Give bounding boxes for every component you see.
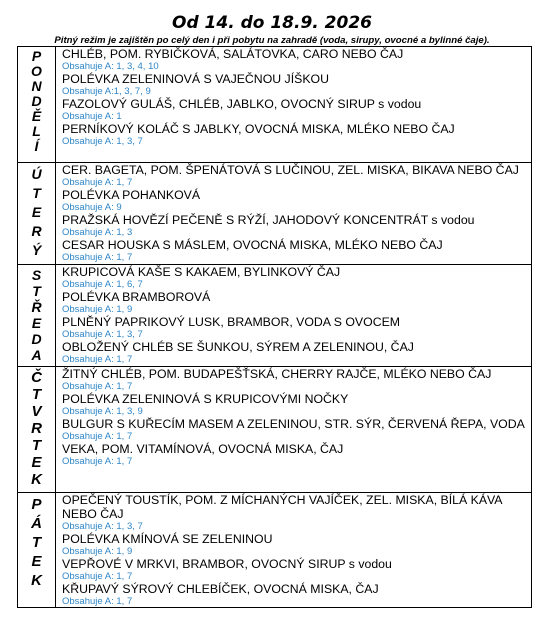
meal-item [62, 97, 527, 111]
day-name-letter: R [31, 420, 42, 437]
meal-name: FAZOLOVÝ GULÁŠ, CHLÉB, JABLKO, OVOCNÝ SIRUP [62, 97, 375, 111]
allergen-note: Obsahuje A: 1, 3, 4, 10 [62, 61, 159, 72]
allergen-note: Obsahuje A: 1, 6, 7 [62, 279, 143, 290]
page-title: Od 14. do 18.9. 2026 [172, 13, 372, 33]
allergen-note: Obsahuje A: 1, 3, 7 [62, 329, 143, 340]
meal-name: POLÉVKA BRAMBOROVÁ [62, 290, 211, 304]
day-name-column [18, 47, 56, 162]
meal-name: KRUPICOVÁ KAŠE S KAKAEM, BYLINKOVÝ ČAJ [62, 265, 341, 279]
allergen-note: Obsahuje A: 1, 7 [62, 571, 133, 582]
meal-item [62, 367, 527, 381]
day-row-thursday [18, 366, 531, 492]
meal-drink-note: s vodou [428, 213, 475, 227]
day-row-tuesday [18, 162, 531, 264]
allergen-note: Obsahuje A: 1, 9 [62, 546, 133, 557]
meal-item [62, 290, 527, 304]
day-name-letter: D [31, 93, 42, 109]
meal-name: CER. BAGETA, POM. ŠPENÁTOVÁ S LUČINOU, ZEL. MISKA, BIKAVA NEBO ČAJ [62, 163, 519, 177]
day-name-letter: T [32, 185, 41, 201]
day-name-letter: Á [31, 515, 42, 532]
meal-drink-note: s vodou [345, 557, 392, 571]
meal-name: OPEČENÝ TOUSTÍK, POM. Z MÍCHANÝCH VAJÍČEK, ZEL. MISKA, BÍLÁ KÁVA NEBO ČAJ [62, 493, 502, 521]
meal-name: BULGUR S KUŘECÍM MASEM A ZELENINOU, STR. SÝR, ČERVENÁ ŘEPA, VODA [62, 417, 525, 431]
allergen-note: Obsahuje A: 1, 7 [62, 177, 133, 188]
day-row-wednesday [18, 264, 531, 366]
day-name-letter: T [31, 534, 42, 551]
day-name-letter: V [31, 403, 42, 420]
allergen-note: Obsahuje A: 1, 7 [62, 431, 133, 442]
meal-item [62, 493, 527, 521]
day-name-letter: D [31, 331, 42, 347]
day-name-letter: Ě [31, 108, 42, 124]
day-name-letter: Í [34, 138, 39, 154]
day-name-letter: P [31, 48, 42, 64]
meal-name: VEKA, POM. VITAMÍNOVÁ, OVOCNÁ MISKA, ČAJ [62, 442, 344, 456]
meal-name: POLÉVKA ZELENINOVÁ S KRUPICOVÝMI NOČKY [62, 392, 349, 406]
day-name-letter: K [31, 471, 42, 488]
day-name-letter: A [31, 347, 42, 363]
day-name-column [18, 163, 56, 264]
day-name-letter: E [31, 315, 42, 331]
day-name-letter: R [31, 223, 42, 239]
meal-item [62, 47, 527, 61]
meal-item [62, 188, 527, 202]
weekly-menu-table [17, 46, 532, 608]
allergen-note: Obsahuje A: 1, 3 [62, 227, 133, 238]
meal-item [62, 340, 527, 354]
meal-name: CESAR HOUSKA S MÁSLEM, OVOCNÁ MISKA, MLÉKO NEBO ČAJ [62, 238, 443, 252]
allergen-note: Obsahuje A: 1, 9 [62, 304, 133, 315]
meal-name: POLÉVKA KMÍNOVÁ SE ZELENINOU [62, 532, 273, 546]
day-meals [62, 163, 527, 263]
day-name-letter: N [31, 78, 42, 94]
day-row-friday [18, 492, 531, 608]
day-name-letter: Ř [31, 299, 42, 315]
meal-name: POLÉVKA ZELENINOVÁ S VAJEČNOU JÍŠKOU [62, 72, 329, 86]
meal-name: PRAŽSKÁ HOVĚZÍ PEČENĚ S RÝŽÍ, JAHODOVÝ KONCENTRÁT [62, 213, 429, 227]
day-name-letter: O [31, 63, 42, 79]
meal-item [62, 213, 527, 227]
meal-name: KŘUPAVÝ SÝROVÝ CHLEBÍČEK, OVOCNÁ MISKA, ČAJ [62, 582, 379, 596]
day-meals [62, 265, 527, 365]
day-name-letter: Ú [31, 166, 42, 182]
allergen-note: Obsahuje A:1, 3, 7, 9 [62, 86, 151, 97]
day-name-letter: T [31, 386, 42, 403]
day-name-column [18, 265, 56, 366]
allergen-note: Obsahuje A: 1, 7 [62, 381, 133, 392]
day-name-letter: S [31, 267, 42, 283]
meal-name: OBLOŽENÝ CHLÉB SE ŠUNKOU, SÝREM A ZELENINOU, ČAJ [62, 340, 414, 354]
day-name-letter: K [31, 572, 42, 589]
allergen-note: Obsahuje A: 1, 7 [62, 596, 133, 607]
meal-name: VEPŘOVÉ V MRKVI, BRAMBOR, OVOCNÝ SIRUP [62, 557, 346, 571]
day-name-letter: E [31, 204, 42, 220]
meal-item [62, 315, 527, 329]
day-meals [62, 367, 527, 467]
page-subtitle: Pitný režim je zajištěn po celý den i při pobytu na zahradě (voda, sirupy, ovocné a bylinné čaje). [54, 35, 490, 46]
day-name-letter: L [32, 123, 41, 139]
day-meals [62, 47, 527, 147]
day-name-letter: T [31, 437, 42, 454]
day-name-letter: T [32, 283, 41, 299]
allergen-note: Obsahuje A: 1, 3, 7 [62, 521, 143, 532]
day-name-letter: Ý [31, 242, 42, 258]
allergen-note: Obsahuje A: 1, 3, 7 [62, 136, 143, 147]
meal-item [62, 392, 527, 406]
meal-drink-note: s vodou [374, 97, 422, 111]
allergen-note: Obsahuje A: 1, 7 [62, 456, 133, 467]
meal-name: CHLÉB, POM. RYBIČKOVÁ, SALÁTOVKA, CARO NEBO ČAJ [62, 47, 404, 61]
meal-name: POLÉVKA POHANKOVÁ [62, 188, 201, 202]
day-row-monday [18, 47, 531, 162]
day-meals [62, 493, 527, 607]
day-name-letter: E [31, 454, 42, 471]
allergen-note: Obsahuje A: 9 [62, 202, 122, 213]
allergen-note: Obsahuje A: 1 [62, 111, 122, 122]
allergen-note: Obsahuje A: 1, 7 [62, 354, 133, 365]
meal-item [62, 238, 527, 252]
meal-item [62, 72, 527, 86]
meal-item [62, 417, 527, 431]
meal-item [62, 163, 527, 177]
allergen-note: Obsahuje A: 1, 7 [62, 252, 133, 263]
meal-name: PERNÍKOVÝ KOLÁČ S JABLKY, OVOCNÁ MISKA, MLÉKO NEBO ČAJ [62, 122, 455, 136]
meal-item [62, 557, 527, 571]
day-name-letter: E [31, 553, 42, 570]
meal-name: ŽITNÝ CHLÉB, POM. BUDAPEŠŤSKÁ, CHERRY RAJČE, MLÉKO NEBO ČAJ [62, 367, 492, 381]
day-name-column [18, 493, 56, 608]
meal-item [62, 532, 527, 546]
day-name-letter: Č [31, 369, 42, 386]
day-name-letter: P [31, 496, 42, 513]
meal-item [62, 122, 527, 136]
meal-item [62, 442, 527, 456]
meal-name: PLNĚNÝ PAPRIKOVÝ LUSK, BRAMBOR, VODA S OVOCEM [62, 315, 401, 329]
meal-item [62, 265, 527, 279]
allergen-note: Obsahuje A: 1, 3, 9 [62, 406, 143, 417]
meal-item [62, 582, 527, 596]
day-name-column [18, 367, 56, 492]
